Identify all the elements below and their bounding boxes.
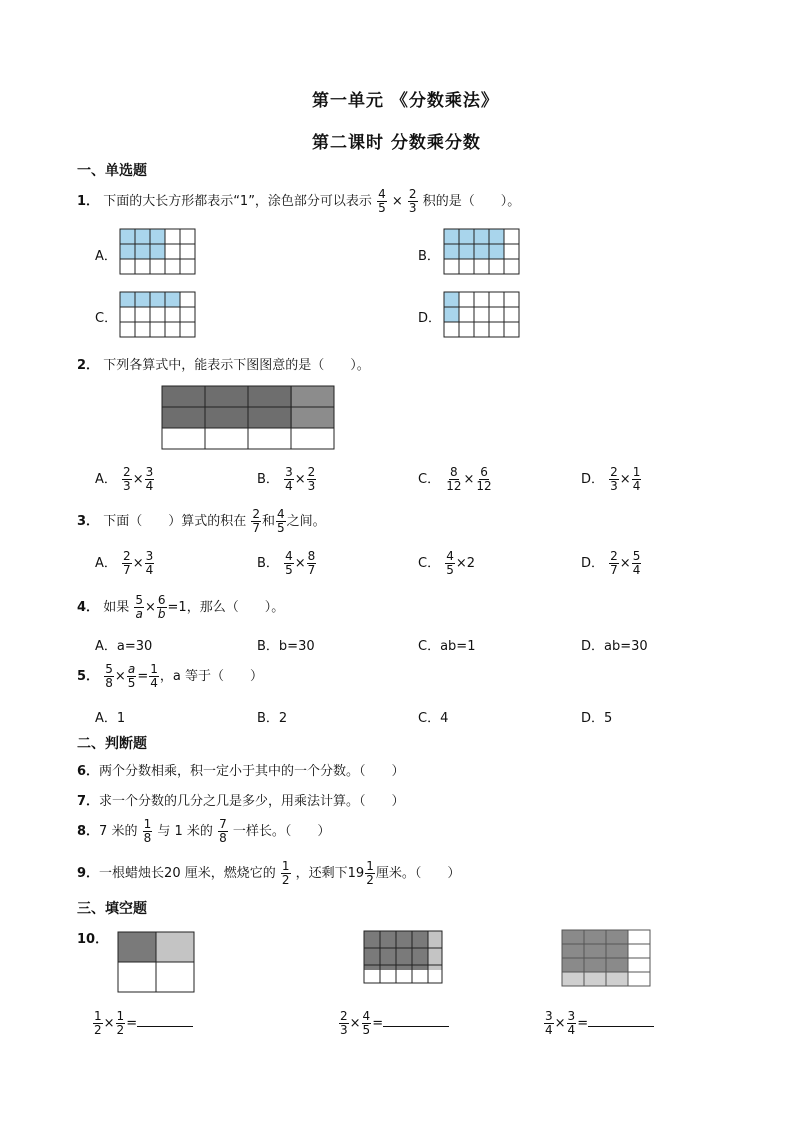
question-7: 7．求一个分数的几分之几是多少，用乘法计算。（ ）	[77, 794, 405, 809]
question-text: 下面（ ）算式的积在	[103, 514, 247, 529]
q10-figure-2	[362, 929, 444, 989]
question-10-number: 10．	[77, 932, 109, 947]
question-8: 8．7 米的 $\frac{1}{8}$ 与 1 米的 $\frac{7}{8}$ 一样长。（ ）	[77, 817, 331, 845]
q10-figure-1	[116, 930, 196, 994]
q5-option-b[interactable]: B．2	[257, 711, 288, 726]
section-heading-choice: 一、单选题	[77, 163, 147, 179]
section-heading-fill: 三、填空题	[77, 901, 147, 917]
q4-option-d[interactable]: D．ab=30	[581, 639, 648, 654]
q3-option-a[interactable]: A． $\frac{2}{7}$ × $\frac{3}{4}$	[95, 549, 154, 577]
question-4: 4． 如果 $\frac{5}{a}$ × $\frac{6}{b}$ =1，那么（ ）。	[77, 593, 285, 621]
q1-option-c[interactable]: C．	[95, 311, 118, 326]
question-1: 1． 下面的大长方形都表示“1”，涂色部分可以表示 $\frac{4}{5}$ × $\frac{2}{3}$ 积的是（ ）。	[77, 187, 521, 215]
q2-option-a[interactable]: A． $\frac{2}{3}$ × $\frac{3}{4}$	[95, 465, 154, 493]
q5-option-a[interactable]: A．1	[95, 711, 126, 726]
q5-option-d[interactable]: D．5	[581, 711, 613, 726]
q10-equation-2: $\frac{2}{3}$ × $\frac{4}{5}$ =	[338, 1010, 449, 1037]
q4-option-a[interactable]: A．a=30	[95, 639, 153, 654]
q5-option-c[interactable]: C．4	[418, 711, 449, 726]
question-text: 下列各算式中，能表示下图图意的是（ ）。	[103, 358, 370, 373]
q10-equation-3: $\frac{3}{4}$ × $\frac{3}{4}$ =	[543, 1010, 654, 1037]
answer-blank[interactable]	[137, 1026, 193, 1027]
question-3: 3． 下面（ ）算式的积在 $\frac{2}{7}$ 和 $\frac{4}{5}$ 之间。	[77, 507, 326, 535]
q3-option-b[interactable]: B． $\frac{4}{5}$ × $\frac{8}{7}$	[257, 549, 316, 577]
q1-grid-b	[443, 228, 523, 276]
question-6: 6．两个分数相乘，积一定小于其中的一个分数。（ ）	[77, 764, 405, 779]
page-title: 第一单元 《分数乘法》	[312, 91, 499, 111]
question-2	[77, 354, 370, 373]
question-number: 4．	[77, 600, 100, 615]
q1-grid-c	[119, 291, 199, 339]
q10-equation-1: $\frac{1}{2}$ × $\frac{1}{2}$ =	[92, 1010, 193, 1037]
section-heading-judgement: 二、判断题	[77, 736, 147, 752]
q2-option-c[interactable]: C． $\frac{8}{12}$ × $\frac{6}{12}$	[418, 465, 492, 493]
q4-option-c[interactable]: C．ab=1	[418, 639, 476, 654]
question-5: 5． $\frac{5}{8}$ × $\frac{a}{5}$ = $\frac{1}{4}$ ，a 等于（ ）	[77, 662, 264, 690]
question-9: 9．一根蜡烛长20 厘米，燃烧它的 $\frac{1}{2}$ ，还剩下19 $\frac{1}{2}$ 厘米。（ ）	[77, 859, 461, 887]
page-subtitle: 第二课时 分数乘分数	[312, 133, 481, 153]
q2-option-d[interactable]: D． $\frac{2}{3}$ × $\frac{1}{4}$	[581, 465, 641, 493]
question-text: 下面的大长方形都表示“1”，涂色部分可以表示	[103, 194, 372, 209]
q3-option-c[interactable]: C． $\frac{4}{5}$ ×2	[418, 549, 476, 577]
fraction: $\frac{4}{5}$	[378, 187, 386, 215]
q1-option-b[interactable]: B．	[418, 249, 440, 264]
answer-blank[interactable]	[383, 1026, 449, 1027]
answer-blank[interactable]	[588, 1026, 654, 1027]
q10-figure-3	[560, 928, 654, 990]
q1-grid-d	[443, 291, 523, 339]
q2-figure	[160, 384, 340, 454]
q1-option-d[interactable]: D．	[418, 311, 442, 326]
q3-option-d[interactable]: D． $\frac{2}{7}$ × $\frac{5}{4}$	[581, 549, 641, 577]
question-number: 3．	[77, 514, 100, 529]
q1-option-a[interactable]: A．	[95, 249, 117, 264]
question-text-end: 积的是（ ）。	[422, 194, 521, 209]
question-number: 2．	[77, 358, 100, 373]
fraction: $\frac{2}{3}$	[408, 187, 417, 215]
q2-option-b[interactable]: B． $\frac{3}{4}$ × $\frac{2}{3}$	[257, 465, 316, 493]
question-number: 5．	[77, 669, 100, 684]
q1-grid-a	[119, 228, 199, 276]
question-number: 1．	[77, 194, 100, 209]
q4-option-b[interactable]: B．b=30	[257, 639, 315, 654]
